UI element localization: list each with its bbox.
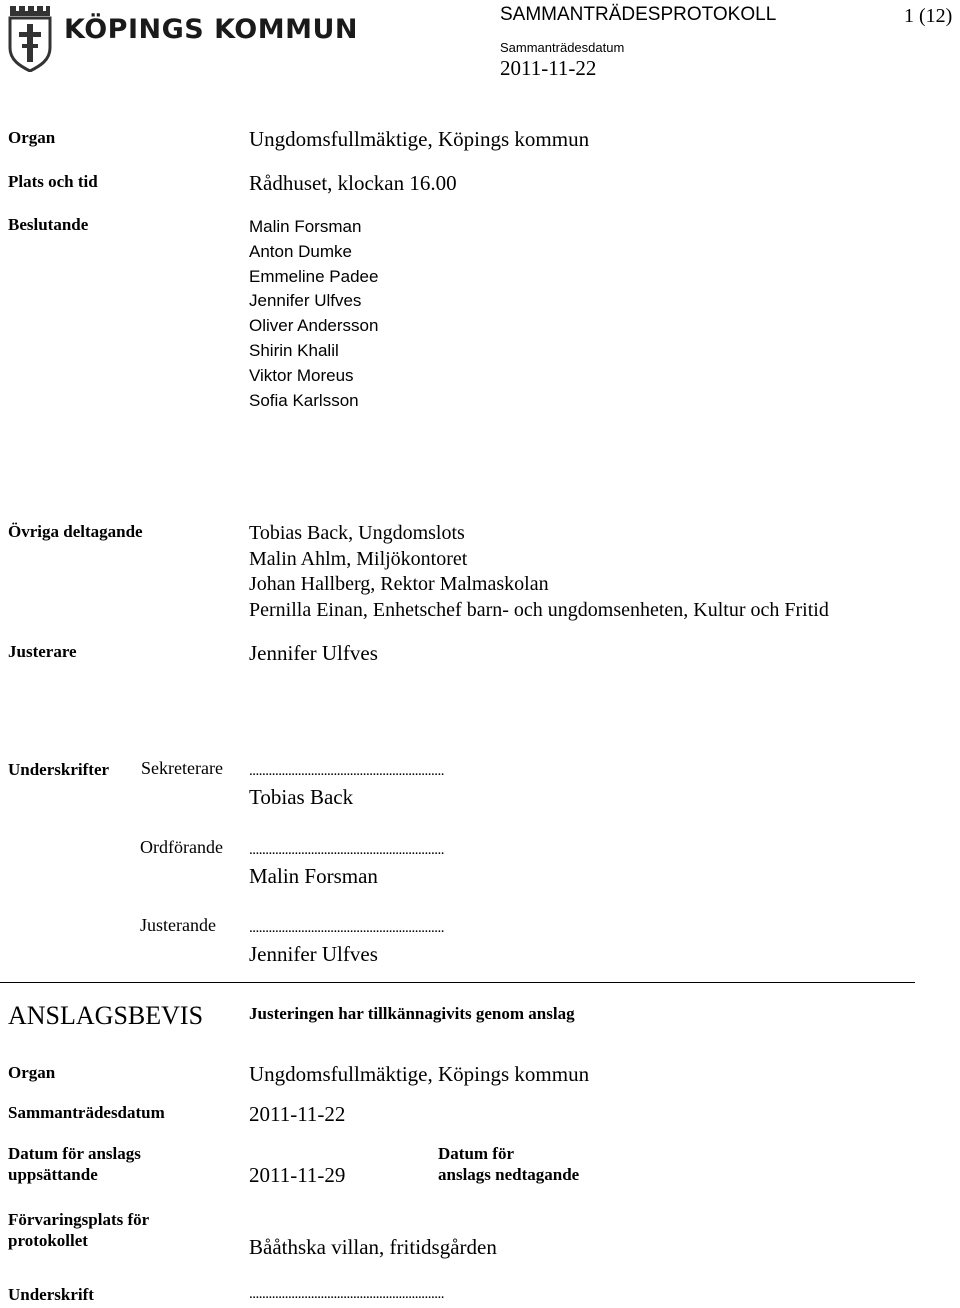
secretary-name: Tobias Back xyxy=(249,785,354,809)
anslag-date-label: Sammanträdesdatum xyxy=(8,1103,165,1122)
posted-date-label-line1: Datum för anslags xyxy=(8,1144,141,1163)
list-item: Oliver Andersson xyxy=(249,316,379,336)
posted-date-label-line2: uppsättande xyxy=(8,1165,98,1184)
anslagsbevis-title: ANSLAGSBEVIS xyxy=(8,1001,204,1030)
removed-date-label-line2: anslags nedtagande xyxy=(438,1165,580,1184)
section-divider xyxy=(0,982,915,983)
list-item: Malin Ahlm, Miljökontoret xyxy=(249,547,468,570)
anslagsbevis-intro: Justeringen har tillkännagivits genom anslag xyxy=(249,1004,575,1023)
list-item: Tobias Back, Ungdomslots xyxy=(249,522,465,544)
chair-role: Ordförande xyxy=(140,837,223,857)
deciding-label: Beslutande xyxy=(8,215,89,234)
list-item: Anton Dumke xyxy=(249,241,352,261)
list-item: Pernilla Einan, Enhetschef barn- och ungdomsenheten, Kultur och Fritid xyxy=(249,598,829,621)
list-item: Malin Forsman xyxy=(249,217,362,236)
list-item: Sofia Karlsson xyxy=(249,390,359,410)
anslag-organ-label: Organ xyxy=(8,1063,56,1082)
anslag-organ-value: Ungdomsfullmäktige, Köpings kommun xyxy=(249,1062,590,1086)
signature-line: ............................................................ xyxy=(249,842,444,858)
signature-line: ............................................................ xyxy=(249,920,444,936)
meeting-date-label: Sammanträdesdatum xyxy=(500,40,625,55)
signature-label: Underskrift xyxy=(8,1285,94,1304)
removed-date-label-line1: Datum för xyxy=(438,1144,515,1163)
chair-name: Malin Forsman xyxy=(249,864,378,888)
adjuster-signature-name: Jennifer Ulfves xyxy=(249,942,378,966)
adjuster-role: Justerande xyxy=(140,915,216,935)
place-value: Rådhuset, klockan 16.00 xyxy=(249,171,457,195)
list-item: Shirin Khalil xyxy=(249,340,339,360)
adjuster-label: Justerare xyxy=(8,642,77,661)
list-item: Emmeline Padee xyxy=(249,266,379,286)
document-type: SAMMANTRÄDESPROTOKOLL xyxy=(500,4,777,25)
list-item: Johan Hallberg, Rektor Malmaskolan xyxy=(249,573,549,595)
signature-line: ............................................................ xyxy=(249,763,444,779)
posted-date-value: 2011-11-29 xyxy=(249,1163,346,1187)
storage-value: Bååthska villan, fritidsgården xyxy=(249,1235,497,1259)
municipal-coat-of-arms-logo xyxy=(8,4,52,72)
other-participants-label: Övriga deltagande xyxy=(8,522,143,541)
deciding-list xyxy=(249,215,378,413)
organ-value: Ungdomsfullmäktige, Köpings kommun xyxy=(249,127,590,151)
meeting-date: 2011-11-22 xyxy=(500,56,597,80)
place-label: Plats och tid xyxy=(8,172,98,191)
other-participants-list xyxy=(249,521,829,623)
secretary-role: Sekreterare xyxy=(141,758,223,778)
adjuster-value: Jennifer Ulfves xyxy=(249,641,378,665)
list-item: Jennifer Ulfves xyxy=(249,291,362,311)
organ-label: Organ xyxy=(8,128,56,147)
page-number: 1 (12) xyxy=(904,5,953,27)
storage-label-line1: Förvaringsplats för xyxy=(8,1210,150,1229)
signature-line: ............................................................ xyxy=(249,1286,444,1302)
anslag-date-value: 2011-11-22 xyxy=(249,1102,346,1126)
organization-name: KÖPINGS KOMMUN xyxy=(64,14,359,45)
signatures-label: Underskrifter xyxy=(8,760,110,779)
list-item: Viktor Moreus xyxy=(249,365,354,385)
storage-label-line2: protokollet xyxy=(8,1231,88,1250)
